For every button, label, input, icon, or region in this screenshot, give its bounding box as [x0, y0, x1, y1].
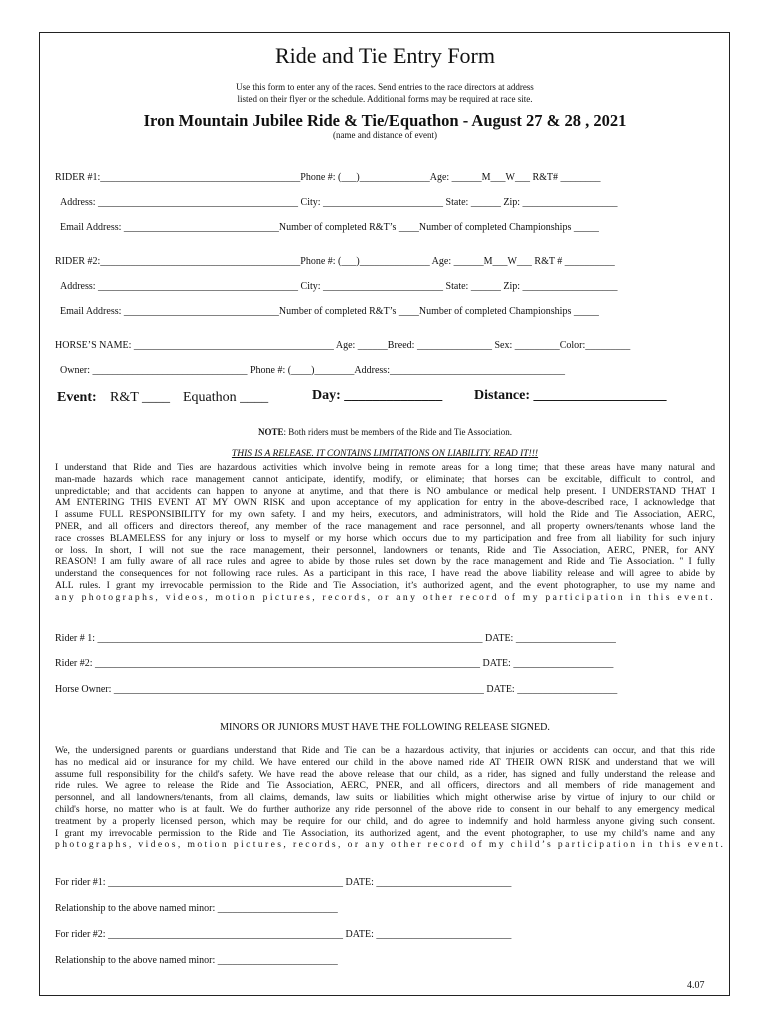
minors-line: assume full responsibility for the child's safety. We have read the above release that our child, as a rider, has signed and fully understand the release and [55, 768, 715, 780]
release-line: or loss. In short, I will not sue the race management, their personnel, landowners or tenants, Ride and Tie Association, AERC, PNER, for ANY [55, 544, 715, 556]
release-line: race crosses BLAMELESS for any injury or loss to myself or my horse which occurs due to my participation and free from all liability for such injury [55, 532, 715, 544]
minor-rider1-relationship-field[interactable]: Relationship to the above named minor: ________________________ [55, 903, 338, 914]
event-name: Iron Mountain Jubilee Ride & Tie/Equathon - August 27 & 28 , 2021 [143, 111, 627, 130]
note-label: NOTE [258, 427, 284, 437]
rt-checkbox-field[interactable]: R&T ____ [110, 390, 171, 405]
rider1-signature-field[interactable]: Rider # 1: _____________________________________________________________________________ DATE: ____________________ [55, 633, 616, 644]
rider1-name-field[interactable]: RIDER #1:________________________________________Phone #: (___)______________Age: ______M___W___ R&T# ________ [55, 172, 601, 183]
instructions-line-1: Use this form to enter any of the races. Send entries to the race directors at address [236, 82, 534, 92]
rider2-signature-field[interactable]: Rider #2: _____________________________________________________________________________ DATE: ____________________ [55, 658, 614, 669]
release-last-line: any photographs, videos, motion pictures, records, or any other record of my participation in this event. [55, 591, 715, 603]
note-line [0, 427, 770, 437]
horse-name-field[interactable]: HORSE’S NAME: ________________________________________ Age: ______Breed: _______________ Sex: _________Color:_________ [55, 340, 631, 351]
minor-rider2-signature-field[interactable]: For rider #2: _______________________________________________ DATE: ___________________________ [55, 929, 512, 940]
release-line: REASON! I am fully aware of all race rules and agree to abide by those rules set down by the race management and Ride and Tie Association. " I fully [55, 556, 715, 568]
release-line: unpredictable; and that accidents can happen to anyone at anytime, and that there is NO ambulance or medical help present. I UNDERSTAND THAT I [55, 485, 715, 497]
minors-line: treatment by a properly licensed person, which may be require for our child, and do agree to indemnify and hold harmless anyone giving such consent. [55, 815, 715, 827]
instructions-line-2: listed on their flyer or the schedule. Additional forms may be required at race site. [237, 94, 533, 104]
minors-line: I grant my irrevocable permission to the Ride and Tie Association, its authorized agent, and the event photographer, to use my child’s name and any [55, 827, 715, 839]
release-line: man-made hazards which race management cannot anticipate, identify, modify, or eliminate; that horses can be excitable, difficult to control, and [55, 473, 715, 485]
minors-line: has no medical aid or insurance for my child. We have entered our child in the above named ride AT THEIR OWN RISK and understand that we will [55, 756, 715, 768]
event-caption: (name and distance of event) [333, 130, 437, 140]
minors-last-line: photographs, videos, motion pictures, records, or any other record of my child’s participation in this event. [55, 839, 726, 851]
equathon-checkbox-field[interactable]: Equathon ____ [183, 390, 269, 405]
distance-field[interactable]: Distance: ___________________ [474, 388, 667, 403]
rider2-address-field[interactable]: Address: ________________________________________ City: ________________________ State: ______ Zip: ___________________ [60, 281, 618, 292]
release-line: PNER, and all officers and directors thereof, any member of the race management and race personnel, and all property owners/tenants whose land the [55, 520, 715, 532]
release-line: understand the consequences for not following race rules. As a participant in this race, I have read the above liability release and will agree to abide by [55, 568, 715, 580]
rider2-email-field[interactable]: Email Address: _______________________________Number of completed R&T’s ____Number of completed Championships _____ [60, 306, 599, 317]
release-paragraph [55, 462, 715, 604]
minors-paragraph [55, 745, 726, 851]
minor-rider2-relationship-field[interactable]: Relationship to the above named minor: ________________________ [55, 955, 338, 966]
release-line: ALL rules. I grant my irrevocable permission to the Ride and Tie Association, it’s authorized agent, and the event photographer, to use my name and [55, 579, 715, 591]
minors-line: personnel, and all landowners/tenants, from all claims, demands, law suits or liabilities which might otherwise arise by virtue of injury to our child or [55, 792, 715, 804]
rider1-address-field[interactable]: Address: ________________________________________ City: ________________________ State: ______ Zip: ___________________ [60, 197, 618, 208]
minor-rider1-signature-field[interactable]: For rider #1: _______________________________________________ DATE: ___________________________ [55, 877, 512, 888]
release-title: THIS IS A RELEASE. IT CONTAINS LIMITATIONS ON LIABILITY. READ IT!!! [231, 449, 539, 459]
minors-heading: MINORS OR JUNIORS MUST HAVE THE FOLLOWING RELEASE SIGNED. [220, 722, 550, 733]
event-label: Event: [57, 390, 97, 405]
minors-line: child's horse, no matter who is at fault. We do further authorize any ride personnel of the above ride to consent in our behalf to any emergency medical [55, 803, 715, 815]
minors-line: ride rules. We agree to release the Ride and Tie Association, AERC, PNER, and all officers, directors and all members of ride management and [55, 780, 715, 792]
note-text: : Both riders must be members of the Ride and Tie Association. [283, 427, 512, 437]
owner-field[interactable]: Owner: _______________________________ Phone #: (____)________Address:___________________________________ [60, 365, 565, 376]
form-version: 4.07 [687, 980, 705, 991]
release-line: I understand that Ride and Ties are hazardous activities which involve being in remote areas for a long time; that these areas have many natural and [55, 462, 715, 473]
minors-line: We, the undersigned parents or guardians understand that Ride and Tie can be a hazardous activity, that injuries or accidents can occur, and that this ride [55, 745, 715, 756]
release-line: AM ENTERING THIS EVENT AT MY OWN RISK and upon acceptance of my application for entry in the above-described race, I acknowledge that [55, 497, 715, 509]
rider1-email-field[interactable]: Email Address: _______________________________Number of completed R&T’s ____Number of completed Championships _____ [60, 222, 599, 233]
form-title: Ride and Tie Entry Form [274, 43, 495, 68]
owner-signature-field[interactable]: Horse Owner: __________________________________________________________________________ DATE: ____________________ [55, 684, 618, 695]
release-line: I assume FULL RESPONSIBILITY for my own safety. I and my heirs, executors, and administrators, will hold the Ride and Tie Association, AERC, [55, 509, 715, 521]
rider2-name-field[interactable]: RIDER #2:________________________________________Phone #: (___)______________ Age: ______M___W___ R&T # __________ [55, 256, 615, 267]
day-field[interactable]: Day: ______________ [312, 388, 443, 403]
